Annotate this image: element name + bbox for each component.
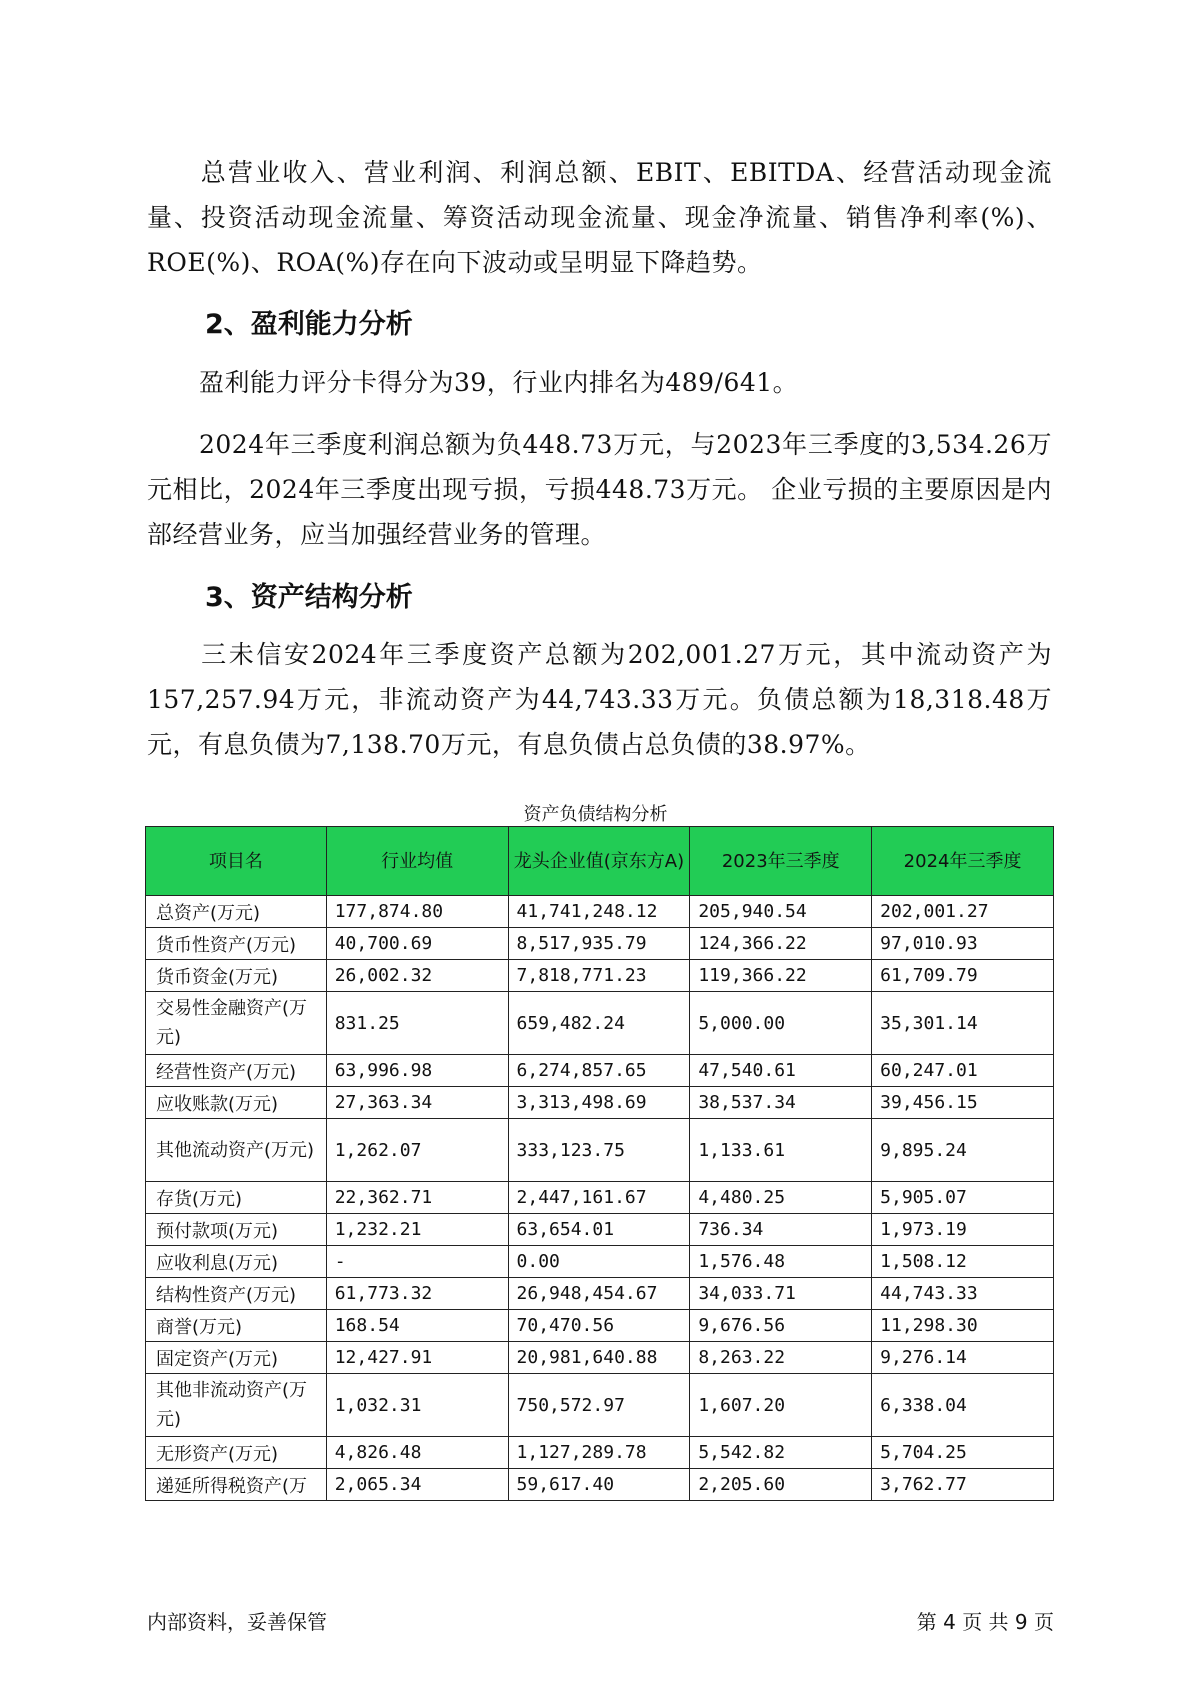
- table-row: [146, 1374, 1054, 1437]
- row-label: 其他非流动资产(万元): [146, 1374, 327, 1437]
- table-row: [146, 960, 1054, 992]
- cell-industry-average: 2,065.34: [326, 1469, 508, 1501]
- cell-2023-q3: 5,000.00: [690, 992, 872, 1055]
- table-row: [146, 896, 1054, 928]
- cell-industry-average: 61,773.32: [326, 1278, 508, 1310]
- cell-2023-q3: 38,537.34: [690, 1087, 872, 1119]
- table-row: [146, 1055, 1054, 1087]
- row-label: 应收利息(万元): [146, 1246, 327, 1278]
- cell-2023-q3: 1,576.48: [690, 1246, 872, 1278]
- table-row: [146, 1342, 1054, 1374]
- table-row: [146, 992, 1054, 1055]
- table-row: [146, 1182, 1054, 1214]
- cell-industry-average: -: [326, 1246, 508, 1278]
- cell-2023-q3: 1,133.61: [690, 1119, 872, 1182]
- cell-2023-q3: 34,033.71: [690, 1278, 872, 1310]
- cell-2023-q3: 124,366.22: [690, 928, 872, 960]
- cell-2024-q3: 35,301.14: [872, 992, 1054, 1055]
- cell-2024-q3: 97,010.93: [872, 928, 1054, 960]
- cell-2024-q3: 3,762.77: [872, 1469, 1054, 1501]
- row-label: 应收账款(万元): [146, 1087, 327, 1119]
- cell-leader-value: 750,572.97: [508, 1374, 690, 1437]
- header-item-name: 项目名: [146, 827, 327, 896]
- asset-structure-text: 三未信安2024年三季度资产总额为202,001.27万元，其中流动资产为157,257.94万元，非流动资产为44,743.33万元。负债总额为18,318.48万元，有息负债为7,138.70万元，有息负债占总负债的38.97%。: [147, 640, 1052, 759]
- cell-2023-q3: 9,676.56: [690, 1310, 872, 1342]
- footer-page-number: 第 4 页 共 9 页: [916, 1610, 1054, 1634]
- cell-2024-q3: 1,973.19: [872, 1214, 1054, 1246]
- header-industry-average: 行业均值: [326, 827, 508, 896]
- cell-2024-q3: 1,508.12: [872, 1246, 1054, 1278]
- cell-industry-average: 831.25: [326, 992, 508, 1055]
- cell-industry-average: 4,826.48: [326, 1437, 508, 1469]
- cell-2024-q3: 9,276.14: [872, 1342, 1054, 1374]
- row-label: 预付款项(万元): [146, 1214, 327, 1246]
- cell-leader-value: 3,313,498.69: [508, 1087, 690, 1119]
- profitability-score-paragraph: [147, 360, 1052, 405]
- cell-leader-value: 2,447,161.67: [508, 1182, 690, 1214]
- cell-2024-q3: 6,338.04: [872, 1374, 1054, 1437]
- cell-2023-q3: 205,940.54: [690, 896, 872, 928]
- cell-leader-value: 59,617.40: [508, 1469, 690, 1501]
- row-label: 总资产(万元): [146, 896, 327, 928]
- cell-leader-value: 0.00: [508, 1246, 690, 1278]
- row-label: 无形资产(万元): [146, 1437, 327, 1469]
- profitability-score-text: 盈利能力评分卡得分为39，行业内排名为489/641。: [199, 368, 799, 397]
- cell-industry-average: 22,362.71: [326, 1182, 508, 1214]
- section-heading-profitability: 2、盈利能力分析: [205, 309, 413, 340]
- table-row: [146, 1119, 1054, 1182]
- table-row: [146, 928, 1054, 960]
- table-caption: 资产负债结构分析: [523, 804, 668, 825]
- cell-2023-q3: 1,607.20: [690, 1374, 872, 1437]
- table-row: [146, 1214, 1054, 1246]
- cell-industry-average: 1,262.07: [326, 1119, 508, 1182]
- cell-leader-value: 7,818,771.23: [508, 960, 690, 992]
- profit-loss-text: 2024年三季度利润总额为负448.73万元，与2023年三季度的3,534.26万元相比，2024年三季度出现亏损，亏损448.73万元。 企业亏损的主要原因是内部经营业务，应当加强经营业务的管理。: [147, 430, 1052, 549]
- profit-loss-paragraph: [147, 422, 1052, 557]
- cell-2024-q3: 44,743.33: [872, 1278, 1054, 1310]
- cell-2024-q3: 5,704.25: [872, 1437, 1054, 1469]
- cell-leader-value: 659,482.24: [508, 992, 690, 1055]
- table-header-row: [146, 827, 1054, 896]
- cell-industry-average: 63,996.98: [326, 1055, 508, 1087]
- cell-2024-q3: 5,905.07: [872, 1182, 1054, 1214]
- cell-leader-value: 333,123.75: [508, 1119, 690, 1182]
- cell-2024-q3: 202,001.27: [872, 896, 1054, 928]
- cell-industry-average: 26,002.32: [326, 960, 508, 992]
- table-row: [146, 1246, 1054, 1278]
- cell-2024-q3: 11,298.30: [872, 1310, 1054, 1342]
- cell-2023-q3: 5,542.82: [690, 1437, 872, 1469]
- header-2023-q3: 2023年三季度: [690, 827, 872, 896]
- cell-industry-average: 1,232.21: [326, 1214, 508, 1246]
- table-row: [146, 1278, 1054, 1310]
- cell-2023-q3: 119,366.22: [690, 960, 872, 992]
- cell-2024-q3: 61,709.79: [872, 960, 1054, 992]
- cell-leader-value: 20,981,640.88: [508, 1342, 690, 1374]
- cell-2024-q3: 9,895.24: [872, 1119, 1054, 1182]
- cell-leader-value: 6,274,857.65: [508, 1055, 690, 1087]
- cell-leader-value: 63,654.01: [508, 1214, 690, 1246]
- cell-industry-average: 177,874.80: [326, 896, 508, 928]
- row-label: 商誉(万元): [146, 1310, 327, 1342]
- row-label: 固定资产(万元): [146, 1342, 327, 1374]
- footer-confidential-note: 内部资料，妥善保管: [147, 1610, 327, 1634]
- row-label: 其他流动资产(万元): [146, 1119, 327, 1182]
- cell-2023-q3: 4,480.25: [690, 1182, 872, 1214]
- cell-industry-average: 40,700.69: [326, 928, 508, 960]
- cell-leader-value: 41,741,248.12: [508, 896, 690, 928]
- balance-structure-table: [145, 826, 1054, 1501]
- cell-industry-average: 27,363.34: [326, 1087, 508, 1119]
- cell-leader-value: 70,470.56: [508, 1310, 690, 1342]
- asset-structure-paragraph: [147, 632, 1052, 767]
- row-label: 货币资金(万元): [146, 960, 327, 992]
- cell-2023-q3: 47,540.61: [690, 1055, 872, 1087]
- row-label: 货币性资产(万元): [146, 928, 327, 960]
- section-heading-asset-structure: 3、资产结构分析: [205, 582, 413, 613]
- table-row: [146, 1469, 1054, 1501]
- cell-2023-q3: 8,263.22: [690, 1342, 872, 1374]
- row-label: 交易性金融资产(万元): [146, 992, 327, 1055]
- cell-2024-q3: 39,456.15: [872, 1087, 1054, 1119]
- header-2024-q3: 2024年三季度: [872, 827, 1054, 896]
- row-label: 结构性资产(万元): [146, 1278, 327, 1310]
- row-label: 存货(万元): [146, 1182, 327, 1214]
- cell-leader-value: 8,517,935.79: [508, 928, 690, 960]
- cell-2023-q3: 736.34: [690, 1214, 872, 1246]
- table-row: [146, 1310, 1054, 1342]
- cell-leader-value: 1,127,289.78: [508, 1437, 690, 1469]
- row-label: 递延所得税资产(万: [146, 1469, 327, 1501]
- cell-2023-q3: 2,205.60: [690, 1469, 872, 1501]
- cell-industry-average: 1,032.31: [326, 1374, 508, 1437]
- cell-leader-value: 26,948,454.67: [508, 1278, 690, 1310]
- cell-industry-average: 168.54: [326, 1310, 508, 1342]
- cell-2024-q3: 60,247.01: [872, 1055, 1054, 1087]
- trend-paragraph-text: 总营业收入、营业利润、利润总额、EBIT、EBITDA、经营活动现金流量、投资活动现金流量、筹资活动现金流量、现金净流量、销售净利率(%)、ROE(%)、ROA(%)存在向下波动或呈明显下降趋势。: [147, 158, 1052, 277]
- trend-paragraph: [147, 150, 1052, 285]
- header-leader-value: 龙头企业值(京东方A): [508, 827, 690, 896]
- table-row: [146, 1087, 1054, 1119]
- cell-industry-average: 12,427.91: [326, 1342, 508, 1374]
- row-label: 经营性资产(万元): [146, 1055, 327, 1087]
- table-row: [146, 1437, 1054, 1469]
